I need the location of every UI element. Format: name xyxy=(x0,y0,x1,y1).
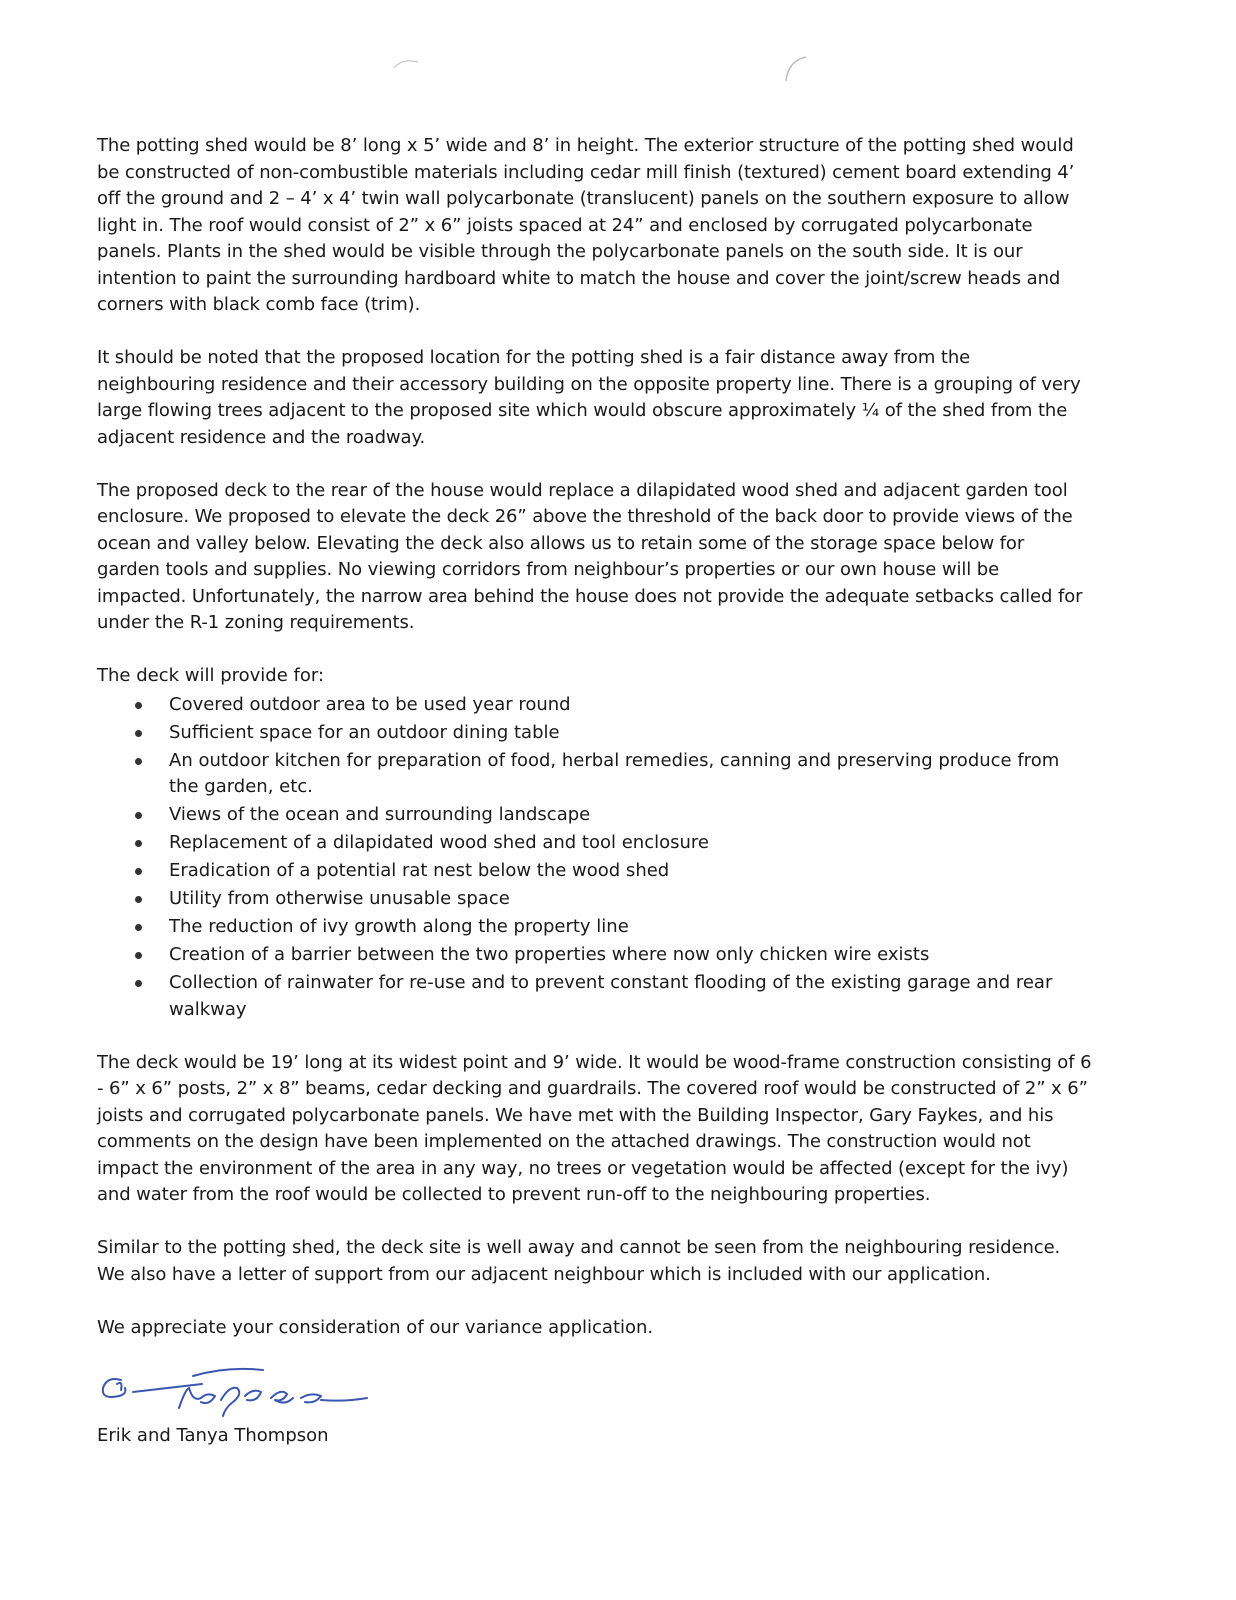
bullet-icon xyxy=(135,896,142,903)
list-item: Eradication of a potential rat nest below the wood shed xyxy=(97,858,1092,885)
list-item: An outdoor kitchen for preparation of food, herbal remedies, canning and preserving produce from the garden, etc. xyxy=(97,748,1092,801)
bullet-icon xyxy=(135,812,142,819)
bullet-icon xyxy=(135,868,142,875)
paragraph-proposed-deck: The proposed deck to the rear of the house would replace a dilapidated wood shed and adjacent garden tool enclosure. We proposed to elevate the deck 26” above the threshold of the back door to provide views of the ocean and valley below. Elevating the deck also allows us to retain some of the storage space below for garden tools and supplies. No viewing corridors from neighbour’s properties or our own house will be impacted. Unfortunately, the narrow area behind the house does not provide the adequate setbacks called for under the R-1 zoning requirements. xyxy=(97,479,1083,633)
closing-line: We appreciate your consideration of our variance application. xyxy=(97,1316,654,1338)
paragraph-deck-site: Similar to the potting shed, the deck site is well away and cannot be seen from the neighbouring residence. We also have a letter of support from our adjacent neighbour which is included with our application. xyxy=(97,1237,1061,1285)
list-item: Collection of rainwater for re-use and to prevent constant flooding of the existing garage and rear walkway xyxy=(97,970,1092,1023)
list-item: Replacement of a dilapidated wood shed and tool enclosure xyxy=(97,830,1092,857)
deck-benefits-list xyxy=(97,692,1092,1024)
list-item: Utility from otherwise unusable space xyxy=(97,886,1092,913)
list-item: Creation of a barrier between the two properties where now only chicken wire exists xyxy=(97,942,1092,969)
signer-name: Erik and Tanya Thompson xyxy=(97,1425,329,1446)
scan-speck-right xyxy=(782,55,812,89)
bullet-icon xyxy=(135,702,142,709)
bullet-icon xyxy=(135,730,142,737)
list-item: Views of the ocean and surrounding landscape xyxy=(97,802,1092,829)
paragraph-shed-location: It should be noted that the proposed location for the potting shed is a fair distance away from the neighbouring residence and their accessory building on the opposite property line. There is a grouping of very large flowing trees adjacent to the proposed site which would obscure approximately ¼ of the shed from the adjacent residence and the roadway. xyxy=(97,347,1081,448)
bullet-icon xyxy=(135,840,142,847)
bullet-icon xyxy=(135,952,142,959)
letter-body xyxy=(97,133,1092,1341)
handwritten-signature xyxy=(97,1362,372,1422)
paragraph-potting-shed: The potting shed would be 8’ long x 5’ wide and 8’ in height. The exterior structure of the potting shed would be constructed of non-combustible materials including cedar mill finish (textured) cement board extending 4’ off the ground and 2 – 4’ x 4’ twin wall polycarbonate (translucent) panels on the southern exposure to allow light in. The roof would consist of 2” x 6” joists spaced at 24” and enclosed by corrugated polycarbonate panels. Plants in the shed would be visible through the polycarbonate panels on the south side. It is our intention to paint the surrounding hardboard white to match the house and cover the joint/screw heads and corners with black comb face (trim). xyxy=(97,135,1075,315)
deck-list-intro: The deck will provide for: xyxy=(97,665,325,686)
scan-speck-left xyxy=(392,55,422,74)
bullet-icon xyxy=(135,924,142,931)
paragraph-deck-construction: The deck would be 19’ long at its widest point and 9’ wide. It would be wood-frame construction consisting of 6 - 6” x 6” posts, 2” x 8” beams, cedar decking and guardrails. The covered roof would be constructed of 2” x 6” joists and corrugated polycarbonate panels. We have met with the Building Inspector, Gary Faykes, and his comments on the design have been implemented on the attached drawings. The construction would not impact the environment of the area in any way, no trees or vegetation would be affected (except for the ivy) and water from the roof would be collected to prevent run-off to the neighbouring properties. xyxy=(97,1051,1092,1205)
bullet-icon xyxy=(135,758,142,765)
bullet-icon xyxy=(135,980,142,987)
list-item: The reduction of ivy growth along the property line xyxy=(97,914,1092,941)
list-item: Covered outdoor area to be used year round xyxy=(97,692,1092,719)
list-item: Sufficient space for an outdoor dining table xyxy=(97,720,1092,747)
